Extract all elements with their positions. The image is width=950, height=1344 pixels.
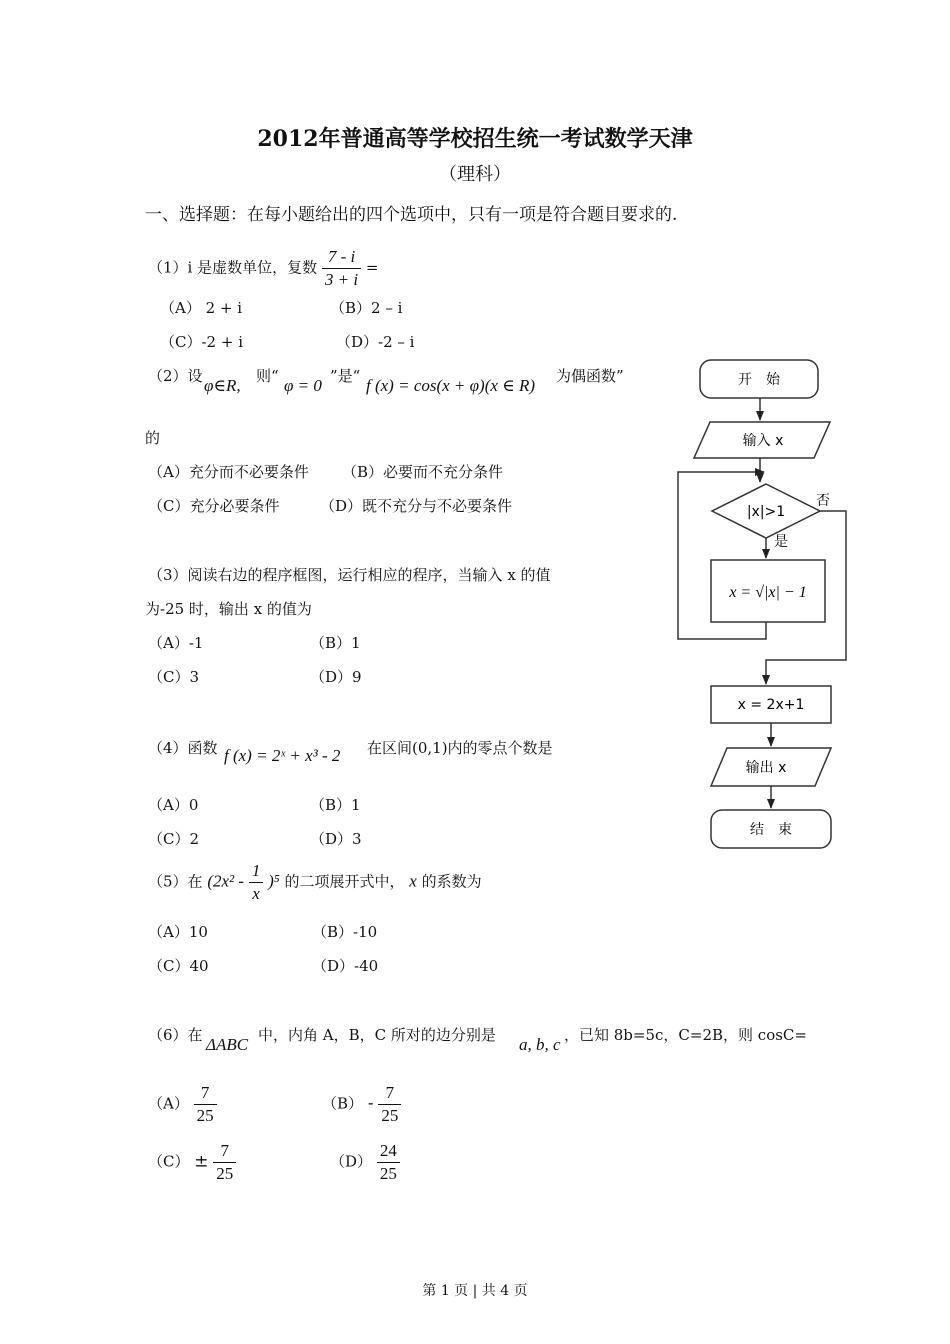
q6-option-b-fraction	[378, 1082, 401, 1127]
q6-option-d	[330, 1140, 400, 1185]
q6-option-d-den: 25	[379, 1164, 397, 1183]
q3-line-2: 为-25 时，输出 x 的值为	[145, 600, 312, 618]
q5-expr-left: (2x² -	[207, 871, 245, 891]
q1-option-d: （D）-2 – i	[336, 333, 415, 351]
q5-expr-right: )⁵	[268, 871, 280, 891]
q1-prefix: （1）i 是虚数单位，复数	[148, 258, 318, 277]
page-footer: 第 1 页 | 共 4 页	[422, 1283, 528, 1299]
q1-frac-num: 7 - i	[322, 246, 361, 269]
q6-option-b	[322, 1082, 401, 1127]
q2-text-3: 为偶函数”	[556, 367, 624, 385]
q6-option-d-label: （D）	[330, 1152, 373, 1171]
q6-triangle: ΔABC	[206, 1035, 249, 1054]
q2-math-1: φ∈R,	[204, 376, 241, 395]
page-title: 2012年普通高等学校招生统一考试数学天津	[257, 126, 693, 152]
q1-suffix: =	[365, 258, 379, 277]
question-2-prefix: （2）设	[148, 367, 203, 385]
q2-option-d: （D）既不充分与不必要条件	[320, 497, 513, 515]
q5-option-d: （D）-40	[312, 957, 379, 975]
q6-option-a-fraction	[194, 1082, 217, 1127]
q2-option-b: （B）必要而不充分条件	[342, 463, 504, 481]
program-flowchart	[660, 350, 860, 860]
q5-fraction	[249, 860, 264, 905]
q3-option-d: （D）9	[310, 668, 362, 686]
flowchart-start-label: 开 始	[738, 372, 780, 388]
q6-option-a-label: （A）	[148, 1094, 189, 1113]
q6-suffix: ，已知 8b=5c，C=2B，则 cosC=	[564, 1026, 807, 1044]
q6-option-b-den: 25	[381, 1106, 399, 1125]
q2-option-a: （A）充分而不必要条件	[148, 463, 309, 481]
q6-option-b-sign: -	[367, 1093, 374, 1114]
q1-fraction	[322, 246, 361, 291]
q4-option-a: （A）0	[148, 796, 199, 814]
flowchart-process-2-label: x = 2x+1	[737, 697, 805, 713]
q6-option-c-den: 25	[216, 1164, 234, 1183]
q4-suffix: 在区间(0,1)内的零点个数是	[367, 739, 553, 757]
flowchart-yes-label: 是	[774, 534, 788, 550]
flowchart-process-1-label: x = √|x| − 1	[729, 584, 807, 601]
q5-var: x	[409, 871, 417, 891]
q3-option-b: （B）1	[310, 634, 361, 652]
q2-math-3: f (x) = cos(x + φ)(x ∈ R)	[366, 376, 536, 395]
q5-option-c: （C）40	[148, 957, 209, 975]
q2-text-1: 则“	[256, 367, 279, 385]
question-1	[148, 246, 378, 291]
q6-option-a	[148, 1082, 217, 1127]
question-5	[148, 860, 482, 905]
q4-option-c: （C）2	[148, 830, 200, 848]
q2-text-2: ”是“	[330, 367, 361, 385]
q4-expression: f (x) = 2ˣ + x³ - 2	[224, 746, 341, 765]
q1-option-b: （B）2 – i	[330, 299, 403, 317]
q6-option-c-fraction	[213, 1140, 236, 1185]
q5-frac-den: x	[252, 884, 260, 903]
q5-suffix: 的系数为	[421, 872, 482, 891]
q6-option-c-label: （C）	[148, 1152, 190, 1171]
q6-option-d-num: 24	[377, 1140, 400, 1163]
q4-option-d: （D）3	[310, 830, 362, 848]
q3-line-1: （3）阅读右边的程序框图，运行相应的程序，当输入 x 的值	[148, 566, 551, 584]
q6-mid: 中，内角 A，B，C 所对的边分别是	[258, 1026, 496, 1044]
flowchart-end-label: 结 束	[750, 822, 792, 838]
q1-option-a: （A） 2 + i	[160, 299, 243, 317]
section-heading: 一、选择题：在每小题给出的四个选项中，只有一项是符合题目要求的.	[145, 205, 678, 225]
flowchart-no-label: 否	[816, 493, 830, 509]
q5-option-a: （A）10	[148, 923, 208, 941]
q2-math-2: φ = 0	[284, 376, 322, 395]
q2-line-2: 的	[145, 429, 161, 447]
flowchart-condition-label: |x|>1	[746, 504, 786, 520]
q1-option-c: （C）-2 + i	[160, 333, 243, 351]
q3-option-a: （A）-1	[148, 634, 204, 652]
q6-option-b-num: 7	[378, 1082, 401, 1105]
q6-option-c-num: 7	[213, 1140, 236, 1163]
q5-prefix: （5）在	[148, 872, 203, 891]
q6-option-d-fraction	[377, 1140, 400, 1185]
q4-prefix: （4）函数	[148, 739, 218, 757]
q2-option-c: （C）充分必要条件	[148, 497, 280, 515]
q5-mid: 的二项展开式中，	[284, 872, 405, 891]
q6-option-c	[148, 1140, 236, 1185]
flowchart-input-label: 输入 x	[742, 433, 784, 449]
q6-option-a-num: 7	[194, 1082, 217, 1105]
q4-option-b: （B）1	[310, 796, 361, 814]
q6-option-b-label: （B）	[322, 1094, 364, 1113]
q6-option-a-den: 25	[196, 1106, 214, 1125]
q6-sides: a, b, c	[519, 1035, 561, 1054]
q6-option-c-sign: ±	[194, 1151, 209, 1172]
flowchart-output-label: 输出 x	[745, 760, 787, 776]
q5-option-b: （B）-10	[312, 923, 378, 941]
q5-frac-num: 1	[249, 860, 264, 883]
q1-frac-den: 3 + i	[324, 270, 359, 289]
q3-option-c: （C）3	[148, 668, 200, 686]
q6-prefix: （6）在	[148, 1026, 203, 1044]
page-subtitle: （理科）	[439, 164, 511, 185]
